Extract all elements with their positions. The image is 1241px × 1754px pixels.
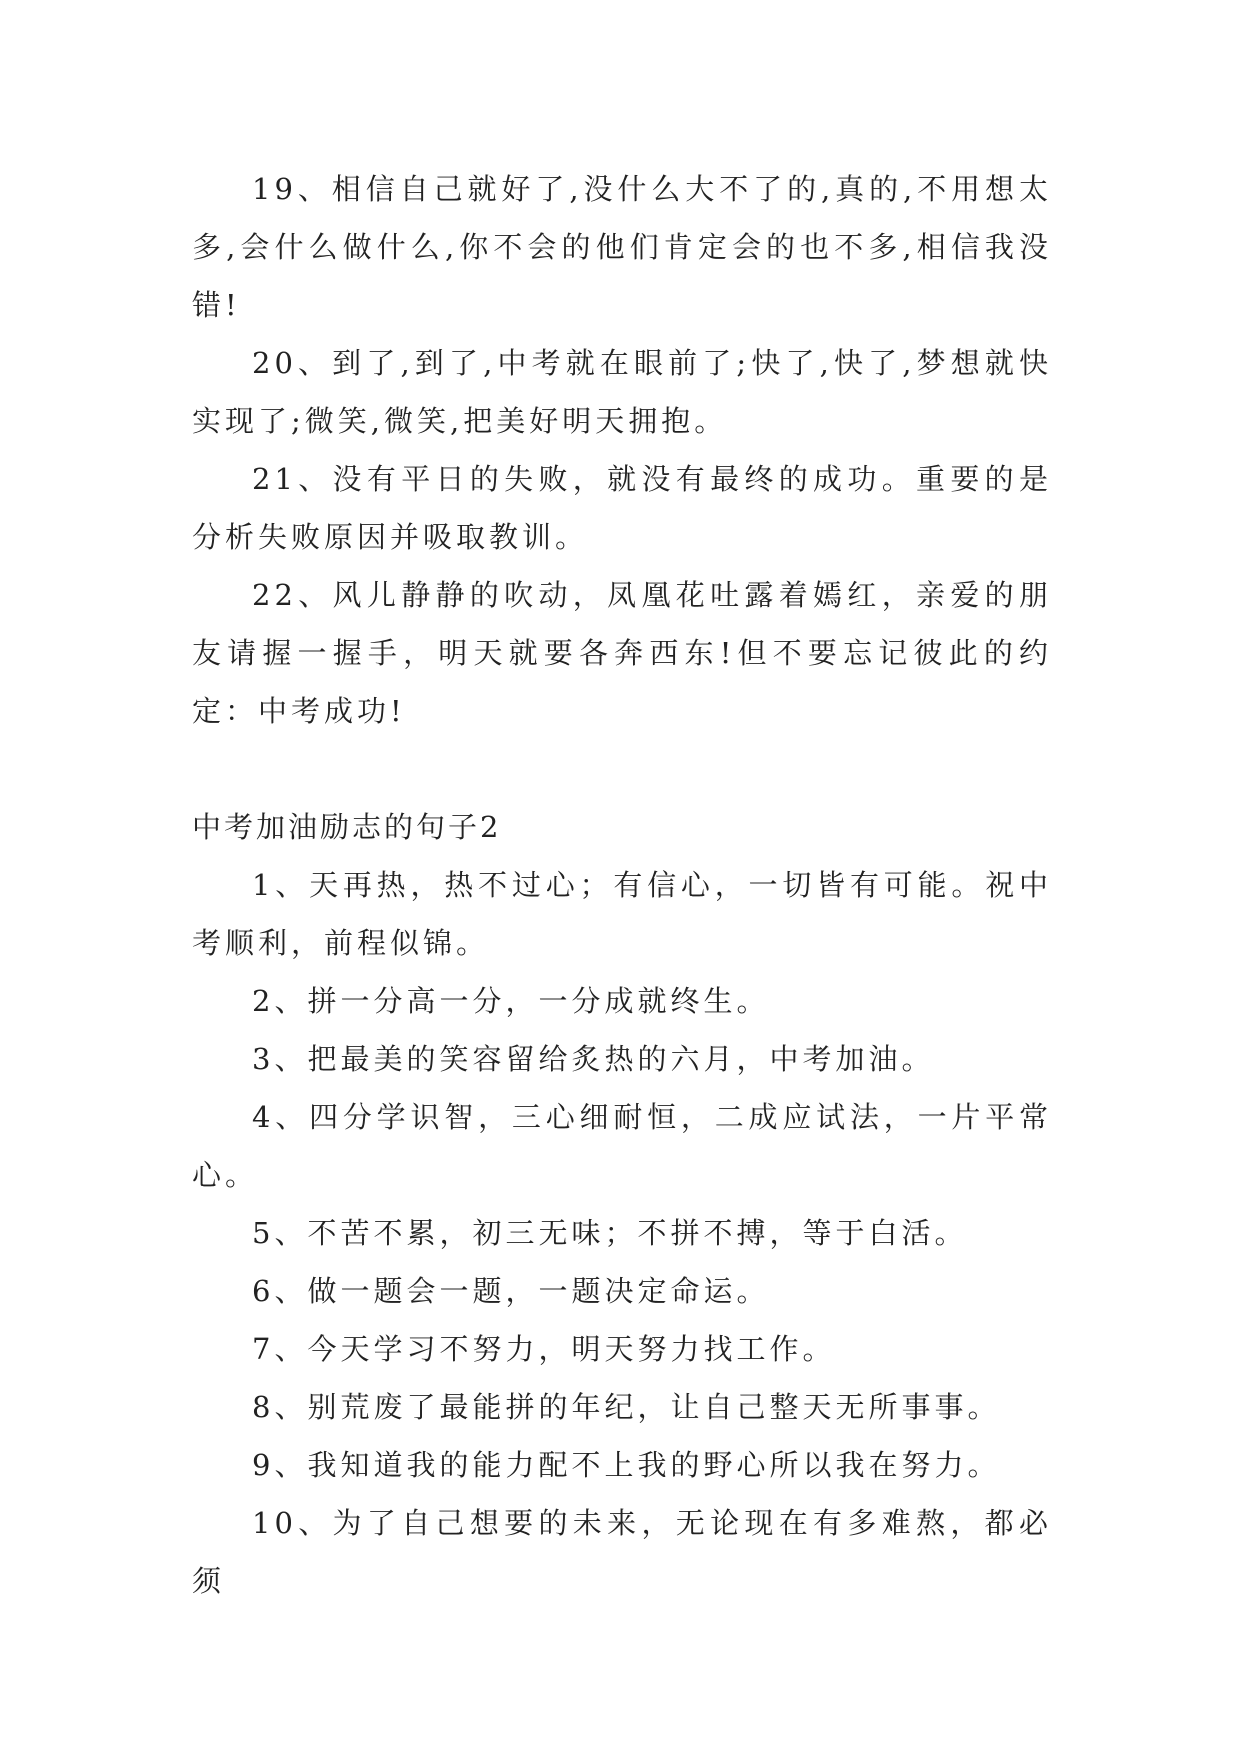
paragraph-22: 22、风儿静静的吹动，凤凰花吐露着嫣红，亲爱的朋友请握一握手，明天就要各奔西东!但不要忘记彼此的约定：中考成功! (192, 578, 1052, 728)
paragraph-7: 7、今天学习不努力，明天努力找工作。 (252, 1332, 836, 1366)
paragraph-19: 19、相信自己就好了,没什么大不了的,真的,不用想太多,会什么做什么,你不会的他们肯定会的也不多,相信我没错! (192, 172, 1052, 322)
paragraph-8: 8、别荒废了最能拼的年纪，让自己整天无所事事。 (252, 1390, 1001, 1424)
document-page (192, 160, 1052, 1610)
section-spacer (192, 740, 1052, 798)
paragraph-10: 10、为了自己想要的未来，无论现在有多难熬，都必须 (192, 1506, 1052, 1598)
paragraph-1: 1、天再热，热不过心；有信心，一切皆有可能。祝中考顺利，前程似锦。 (192, 868, 1052, 960)
paragraph-2: 2、拼一分高一分，一分成就终生。 (252, 984, 770, 1018)
paragraph-6: 6、做一题会一题，一题决定命运。 (252, 1274, 770, 1308)
section-heading: 中考加油励志的句子2 (192, 810, 502, 844)
paragraph-9: 9、我知道我的能力配不上我的野心所以我在努力。 (252, 1448, 1001, 1482)
paragraph-21: 21、没有平日的失败，就没有最终的成功。重要的是分析失败原因并吸取教训。 (192, 462, 1052, 554)
paragraph-5: 5、不苦不累，初三无味；不拼不搏，等于白活。 (252, 1216, 968, 1250)
paragraph-4: 4、四分学识智，三心细耐恒，二成应试法，一片平常心。 (192, 1100, 1052, 1192)
paragraph-3: 3、把最美的笑容留给炙热的六月，中考加油。 (252, 1042, 935, 1076)
paragraph-20: 20、到了,到了,中考就在眼前了;快了,快了,梦想就快实现了;微笑,微笑,把美好明天拥抱。 (192, 346, 1052, 438)
